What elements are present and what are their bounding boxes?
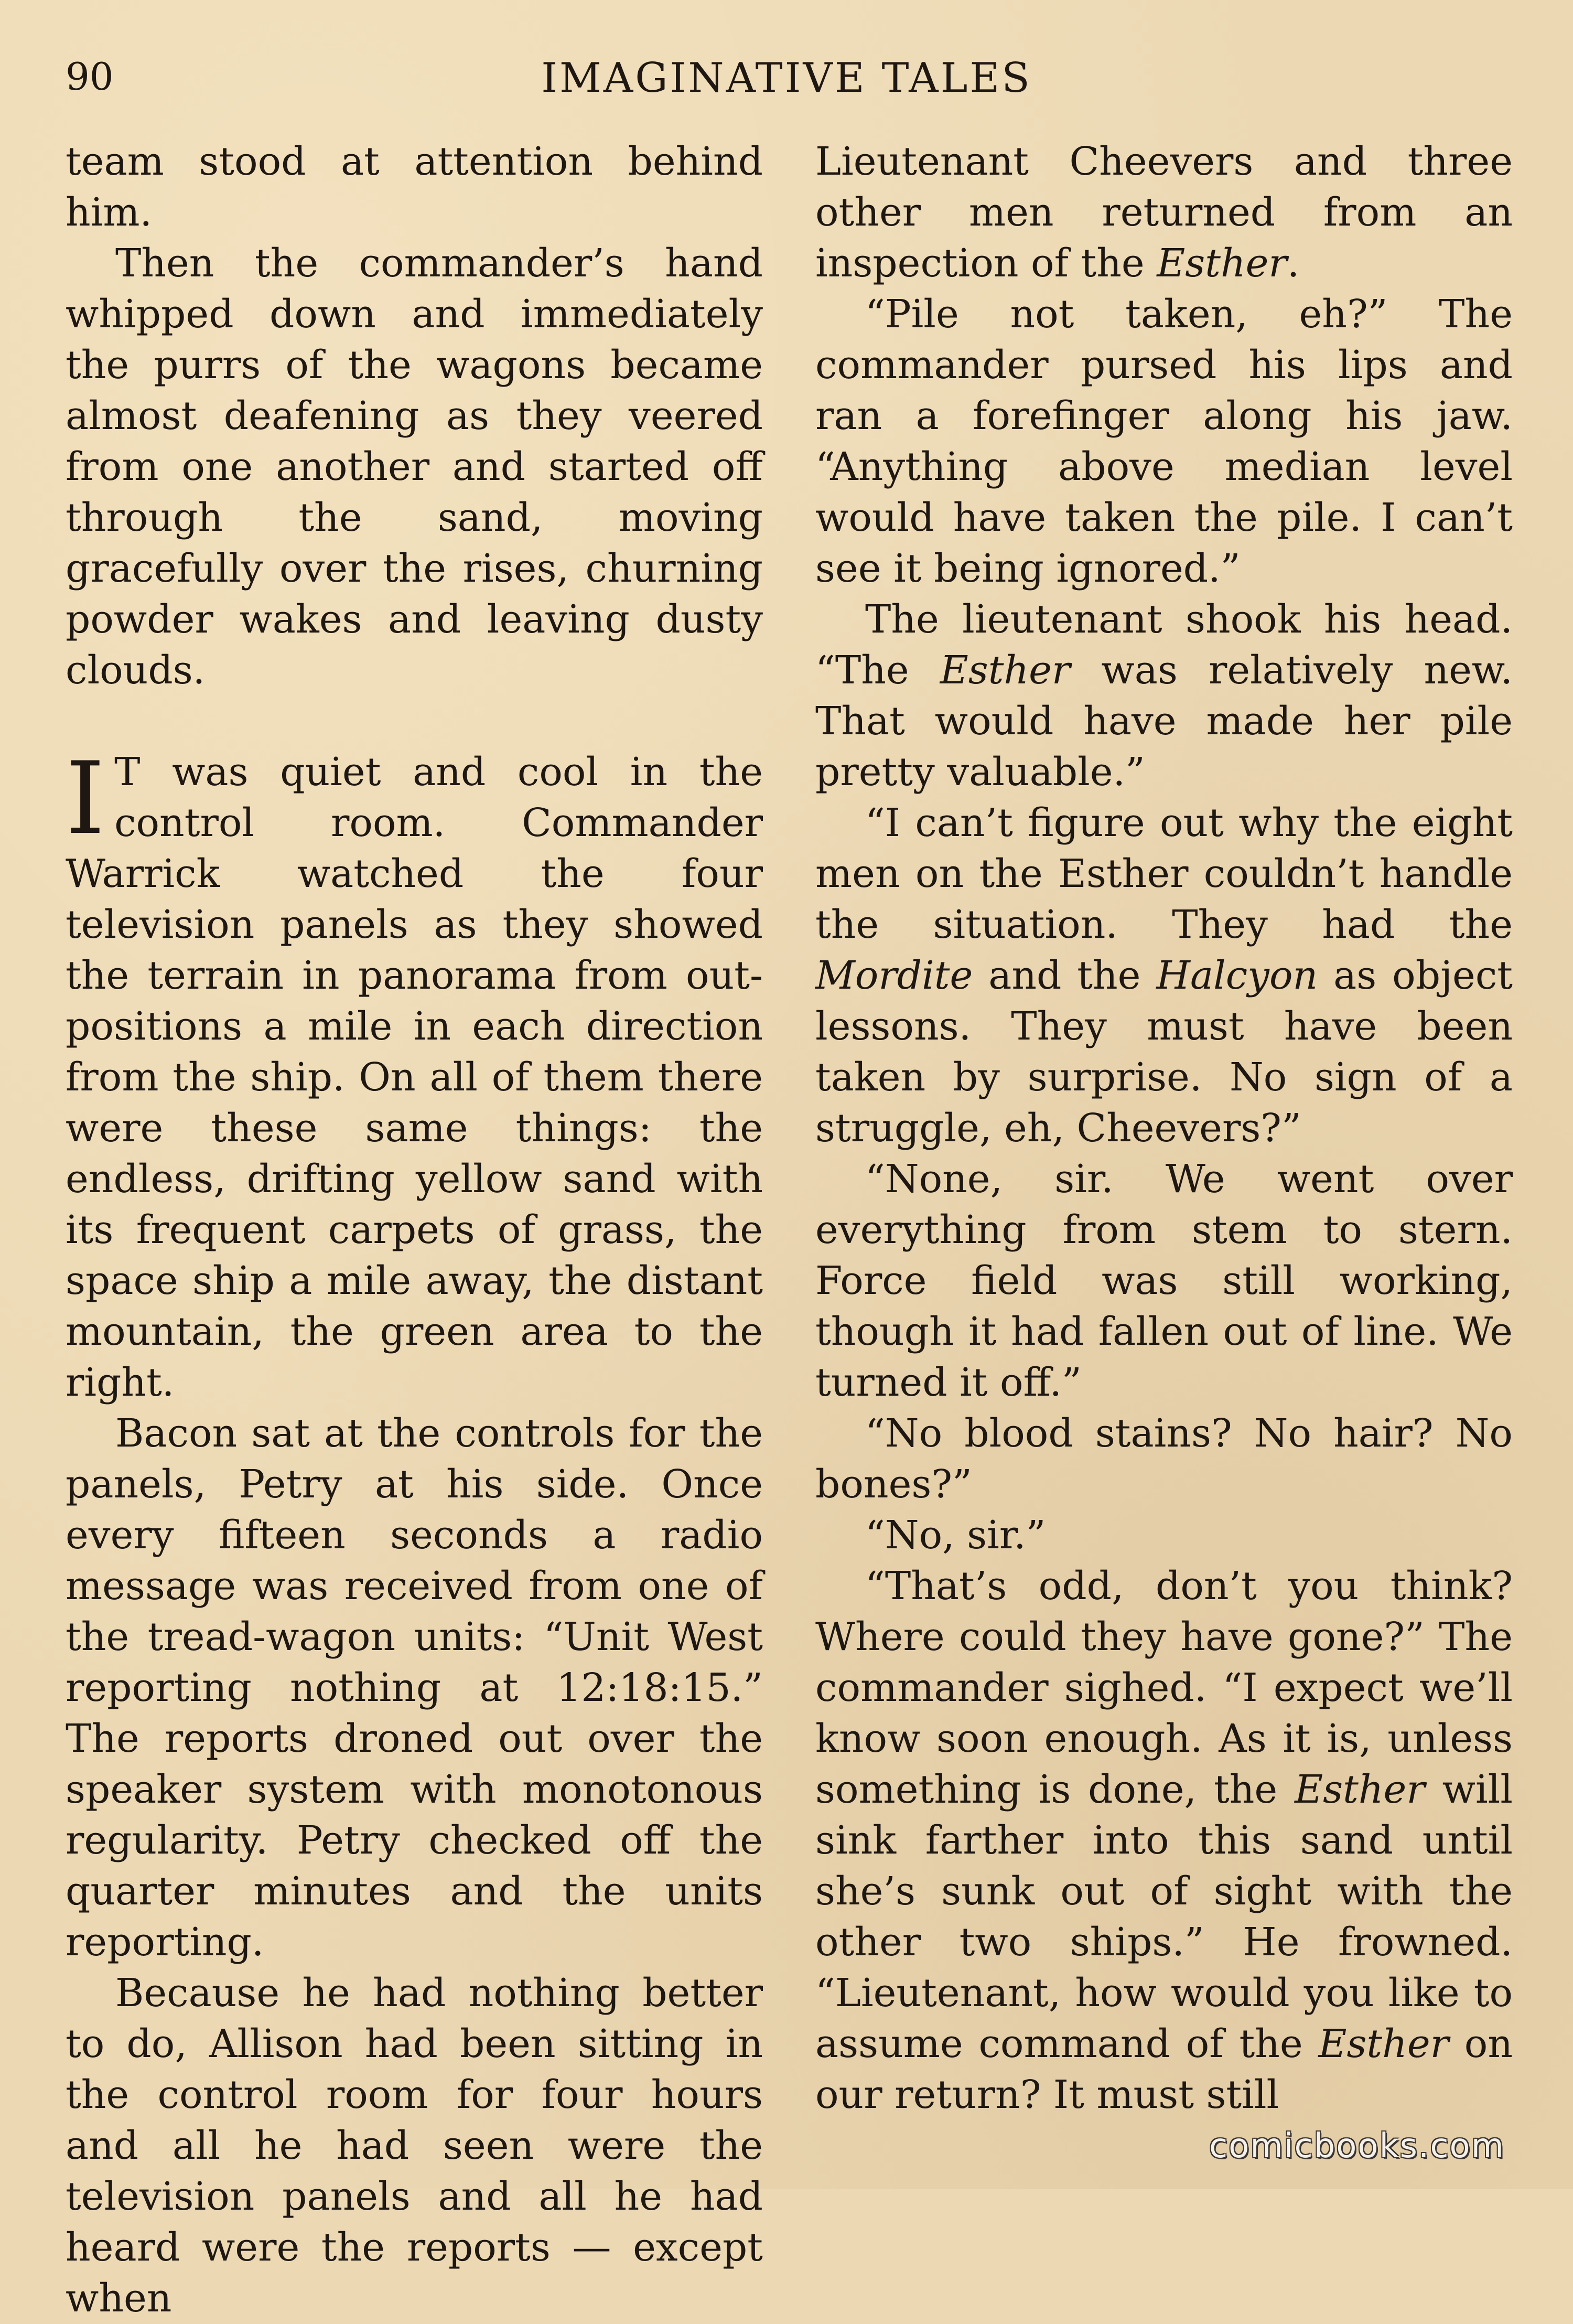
paragraph-text: was relatively new. That would have made her pile pretty valuable.”	[815, 648, 1513, 795]
paragraph-text: .	[1287, 241, 1300, 286]
drop-cap: I	[66, 741, 105, 856]
section-opening-paragraph	[66, 741, 763, 1408]
paragraph: “No blood stains? No hair? No bones?”	[815, 1411, 1513, 1507]
paragraph	[815, 798, 1513, 1154]
paragraph: team stood at attention behind him.	[66, 139, 763, 235]
paragraph	[815, 594, 1513, 798]
ship-name: Esther	[1157, 241, 1287, 286]
running-title: IMAGINATIVE TALES	[541, 55, 1032, 102]
paragraph: “Pile not taken, eh?” The commander pursed his lips and ran a forefinger along his jaw. “Anything above median level would have taken the pile. I can’t see it being ignored.”	[815, 292, 1513, 591]
watermark: comicbooks.com	[1209, 2127, 1505, 2166]
paragraph-text: will sink farther into this sand until she’s sunk out of sight with the other two ships.” He frowned. “Lieutenant, how would you like to assume command of the	[815, 1767, 1513, 2066]
right-column	[815, 136, 1513, 2120]
paragraph-text: “That’s odd, don’t you think? Where could they have gone?” The commander sighed. “I expect we’ll know soon enough. As it is, unless something is done, the	[815, 1563, 1513, 1812]
ship-name: Esther	[940, 648, 1071, 693]
paragraph: Because he had nothing better to do, Allison had been sitting in the control room for four hours and all he had seen were the television panels and all he had heard were the reports — except when	[66, 1970, 763, 2321]
paragraph	[815, 136, 1513, 289]
ship-name: Esther	[1318, 2021, 1449, 2066]
paragraph-text: and the	[973, 953, 1157, 998]
paragraph-text: on our return? It must still	[815, 2021, 1513, 2117]
paragraph: “No, sir.”	[865, 1513, 1046, 1558]
paragraph: Then the commander’s hand whipped down and immediately the purrs of the wagons became almost deafening as they veered from one another and started off through the sand, moving gracefully over the rises, churning powder wakes and leaving dusty clouds.	[66, 241, 763, 693]
paragraph: “None, sir. We went over everything from stem to stern. Force field was still working, though it had fallen out of line. We turned it off.”	[815, 1156, 1513, 1405]
paragraph-text: The lieutenant shook his head. “The	[815, 597, 1513, 693]
paragraph-text: T was quiet and cool in the control room. Commander Warrick watched the four television panels as they showed the terrain in panorama from out-positions a mile in each direction from the ship. On all of them there were these same things: the endless, drifting yellow sand with its frequent carpets of grass, the space ship a mile away, the distant mountain, the green area to the right.	[66, 749, 763, 1405]
page-header	[0, 50, 1573, 108]
ship-name: Mordite	[815, 953, 973, 998]
paragraph-text: Lieutenant Cheevers and three other men returned from an inspection of the	[815, 139, 1513, 286]
ship-name: Halcyon	[1156, 953, 1318, 998]
left-column	[66, 136, 763, 2324]
page-number: 90	[66, 55, 114, 99]
paragraph-text: as object lessons. They must have been taken by surprise. No sign of a struggle, eh, Cheevers?”	[815, 953, 1513, 1151]
paragraph: Bacon sat at the controls for the panels, Petry at his side. Once every fifteen seconds a radio message was received from one of the tread-wagon units: “Unit West reporting nothing at 12:18:15.” The reports droned out over the speaker system with monotonous regularity. Petry checked off the quarter minutes and the units reporting.	[66, 1411, 763, 1965]
paragraph-text: “I can’t figure out why the eight men on the Esther couldn’t handle the situation. They had the	[815, 800, 1513, 947]
paragraph	[815, 1561, 1513, 2120]
ship-name: Esther	[1295, 1767, 1425, 1812]
